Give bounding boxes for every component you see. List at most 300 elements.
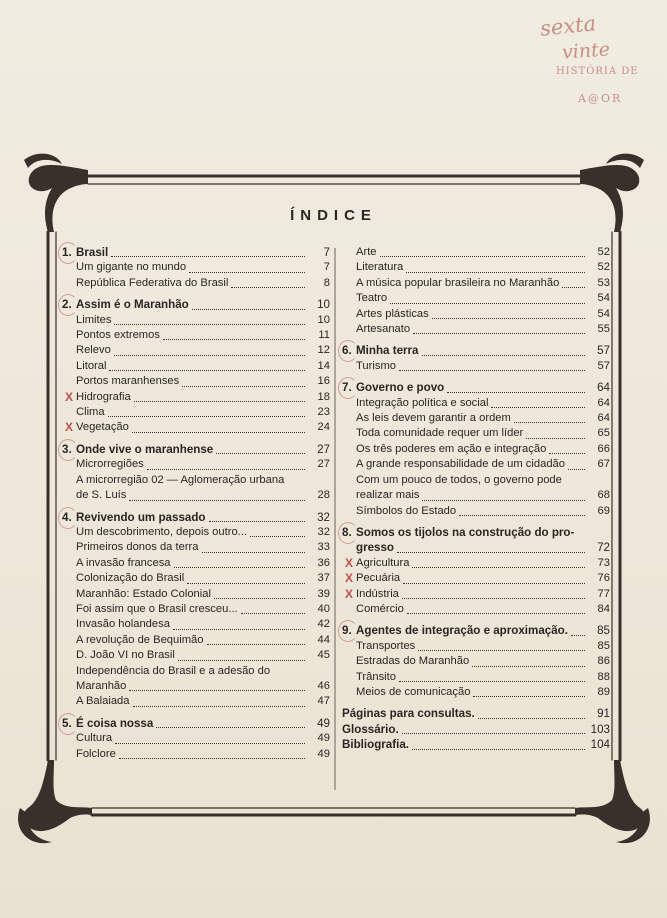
entry-text: Turismo	[356, 359, 396, 372]
entry-label	[342, 685, 470, 700]
entry-text: gresso	[356, 541, 395, 555]
page-number: 64	[597, 412, 610, 425]
entry-text: de S. Luís	[76, 489, 127, 502]
dot-leader	[109, 370, 305, 371]
index-section-entry	[342, 737, 610, 752]
handwritten-note-line-2: vinte	[561, 38, 611, 64]
index-subentry	[342, 670, 610, 685]
dot-leader	[491, 407, 585, 408]
entry-label	[62, 556, 171, 571]
handwritten-note-line-4: A@OR	[578, 92, 623, 105]
entry-text: Foi assim que o Brasil cresceu...	[76, 602, 238, 615]
dot-leader	[399, 681, 585, 682]
entry-text: Invasão holandesa	[76, 618, 170, 631]
entry-label	[62, 540, 199, 555]
index-title: ÍNDICE	[290, 207, 377, 224]
dot-leader	[187, 583, 305, 584]
entry-text: Microrregiões	[76, 458, 144, 471]
entry-text: Meios de comunicação	[356, 685, 471, 698]
dot-leader	[133, 706, 306, 707]
entry-text: Artesanato	[356, 323, 411, 336]
entry-label	[342, 488, 419, 503]
entry-label	[342, 260, 403, 275]
entry-text: Somos os tijolos na construção do pro-	[356, 525, 575, 539]
entry-text: Transportes	[356, 639, 416, 652]
index-subentry	[62, 390, 330, 405]
entry-label	[62, 457, 144, 472]
index-section-entry	[342, 343, 610, 358]
dot-leader	[132, 432, 305, 433]
red-x-mark: X	[345, 571, 354, 586]
entry-text: Integração política e social	[356, 396, 489, 409]
entry-label	[62, 328, 160, 343]
entry-text: A grande responsabilidade de um cidadão	[356, 458, 565, 471]
dot-leader	[407, 613, 585, 614]
entry-text: Agentes de integração e aproximação.	[356, 624, 568, 638]
index-subentry	[342, 359, 610, 374]
entry-label	[62, 525, 247, 540]
dot-leader	[399, 370, 585, 371]
dot-leader	[129, 690, 305, 691]
dot-leader	[549, 453, 585, 454]
entry-label	[62, 602, 238, 617]
section-number: 6.	[342, 344, 352, 358]
index-subentry	[342, 473, 610, 488]
entry-text: Agricultura	[356, 556, 410, 569]
index-right-column	[342, 245, 610, 753]
dot-leader	[119, 758, 305, 759]
index-subentry	[342, 488, 610, 503]
index-subentry	[342, 654, 610, 669]
entry-label	[342, 307, 429, 322]
index-subentry	[62, 648, 330, 663]
entry-text: Comércio	[356, 602, 404, 615]
entry-label	[342, 722, 399, 737]
index-section-entry	[342, 706, 610, 721]
page-number: 72	[597, 541, 610, 555]
entry-label	[342, 654, 469, 669]
entry-label	[62, 405, 105, 420]
page-number: 11	[318, 329, 330, 342]
entry-label	[342, 457, 565, 472]
index-subentry	[62, 374, 330, 389]
section-number: 9.	[342, 624, 352, 638]
page-number: 10	[317, 313, 330, 326]
dot-leader	[147, 469, 305, 470]
index-subentry	[62, 747, 330, 762]
entry-label	[62, 747, 116, 762]
entry-text: A revolução de Bequimão	[76, 633, 204, 646]
dot-leader	[114, 355, 305, 356]
handwritten-note-line-3: HISTÓRIA DE	[556, 66, 639, 77]
page-number: 27	[317, 458, 330, 471]
entry-text: Limites	[76, 313, 112, 326]
entry-label	[342, 602, 404, 617]
entry-label	[62, 442, 213, 457]
page-number: 69	[597, 504, 610, 517]
entry-text: Glossário.	[342, 722, 399, 736]
index-subentry	[62, 587, 330, 602]
page-number: 64	[597, 396, 610, 409]
dot-leader	[402, 733, 585, 734]
page-number: 32	[317, 510, 330, 524]
index-subentry	[342, 457, 610, 472]
page-number: 45	[317, 649, 330, 662]
index-subentry	[342, 685, 610, 700]
dot-leader	[250, 536, 305, 537]
page-number: 77	[597, 587, 610, 600]
page-number: 49	[317, 732, 330, 745]
dot-leader	[189, 272, 305, 273]
index-subentry	[62, 556, 330, 571]
index-subentry	[342, 602, 610, 617]
page-number: 86	[597, 655, 610, 668]
index-subentry	[342, 442, 610, 457]
entry-label	[342, 396, 488, 411]
index-section-entry	[62, 716, 330, 731]
page-number: 88	[597, 670, 610, 683]
section-number: 2.	[62, 298, 72, 312]
index-subentry	[62, 343, 330, 358]
dot-leader	[115, 743, 305, 744]
dot-leader	[413, 333, 585, 334]
page-number: 16	[317, 375, 330, 388]
entry-text: Litoral	[76, 359, 107, 372]
entry-label	[62, 343, 111, 358]
page-number: 14	[317, 359, 330, 372]
entry-label	[342, 706, 475, 721]
entry-label	[342, 623, 568, 638]
page-number: 73	[597, 556, 610, 569]
page-number: 46	[317, 679, 330, 692]
dot-leader	[418, 650, 585, 651]
entry-text: Pecuária	[356, 572, 401, 585]
entry-text: D. João VI no Brasil	[76, 649, 175, 662]
dot-leader	[473, 696, 585, 697]
dot-leader	[412, 567, 585, 568]
dot-leader	[134, 401, 305, 402]
index-section-entry	[62, 297, 330, 312]
entry-text: A música popular brasileira no Maranhão	[356, 276, 560, 289]
index-subentry	[62, 679, 330, 694]
dot-leader	[514, 422, 585, 423]
entry-text: A microrregião 02 — Aglomeração urbana	[76, 473, 285, 486]
index-subentry	[62, 457, 330, 472]
entry-text: realizar mais	[356, 489, 420, 502]
entry-text: Literatura	[356, 261, 404, 274]
page-number: 27	[317, 442, 330, 456]
page-number: 91	[597, 707, 610, 721]
dot-leader	[403, 583, 585, 584]
page-number: 7	[323, 261, 330, 274]
page-number: 49	[317, 747, 330, 760]
dot-leader	[472, 666, 585, 667]
entry-text: Clima	[76, 406, 105, 419]
entry-label	[342, 276, 559, 291]
page-number: 49	[317, 716, 330, 730]
corner-ornament-bottom-left	[18, 760, 92, 843]
page-number: 37	[317, 572, 330, 585]
dot-leader	[178, 660, 305, 661]
dot-leader	[568, 469, 585, 470]
entry-label	[62, 679, 126, 694]
page-number: 44	[317, 633, 330, 646]
page-number: 85	[597, 624, 610, 638]
dot-leader	[562, 287, 585, 288]
entry-text: Teatro	[356, 292, 388, 305]
page-number: 28	[317, 489, 330, 502]
index-subentry	[62, 359, 330, 374]
index-subentry	[342, 639, 610, 654]
entry-text: Com um pouco de todos, o governo pode	[356, 473, 562, 486]
index-subentry	[62, 540, 330, 555]
dot-leader	[380, 256, 585, 257]
dot-leader	[163, 339, 305, 340]
index-subentry	[342, 307, 610, 322]
entry-label	[342, 411, 511, 426]
section-number: 5.	[62, 716, 72, 730]
page-number: 57	[597, 359, 610, 372]
dot-leader	[432, 318, 585, 319]
entry-label	[62, 313, 111, 328]
page-number: 7	[323, 246, 330, 259]
entry-text: Vegetação	[76, 421, 129, 434]
index-subentry	[62, 694, 330, 709]
entry-label	[342, 442, 546, 457]
dot-leader	[174, 567, 305, 568]
corner-ornament-bottom-right	[575, 760, 650, 843]
index-subentry	[62, 276, 330, 291]
entry-text: Símbolos do Estado	[356, 504, 457, 517]
entry-label	[62, 276, 228, 291]
entry-text: República Federativa do Brasil	[76, 276, 229, 289]
page-number: 39	[317, 587, 330, 600]
entry-text: Relevo	[76, 344, 111, 357]
dot-leader	[478, 718, 585, 719]
entry-label	[342, 291, 387, 306]
page-number: 24	[317, 421, 330, 434]
dot-leader	[111, 256, 305, 257]
entry-text: Minha terra	[356, 344, 419, 358]
entry-label	[342, 737, 409, 752]
dot-leader	[571, 635, 585, 636]
index-subentry	[342, 276, 610, 291]
index-subentry	[62, 731, 330, 746]
index-subentry	[342, 426, 610, 441]
index-subentry	[342, 291, 610, 306]
index-subentry	[62, 260, 330, 275]
page-number: 64	[597, 381, 610, 395]
dot-leader	[231, 287, 305, 288]
entry-label	[62, 374, 179, 389]
entry-label	[342, 540, 394, 555]
entry-text: Indústria	[356, 587, 399, 600]
entry-label	[62, 587, 211, 602]
page-number: 67	[597, 458, 610, 471]
page-number: 103	[590, 722, 610, 736]
entry-text: Revivendo um passado	[76, 510, 206, 524]
index-subentry	[62, 473, 330, 488]
index-subentry	[62, 664, 330, 679]
page-number: 55	[597, 323, 610, 336]
entry-label	[342, 245, 377, 260]
entry-text: Cultura	[76, 732, 113, 745]
entry-text: Brasil	[76, 246, 109, 259]
entry-text: Hidrografia	[76, 390, 131, 403]
index-subentry	[62, 633, 330, 648]
entry-label	[342, 359, 396, 374]
index-subentry	[62, 602, 330, 617]
dot-leader	[422, 355, 586, 356]
entry-label	[342, 525, 574, 540]
red-x-mark: X	[345, 555, 354, 570]
section-number: 4.	[62, 510, 72, 524]
index-section-entry	[342, 525, 610, 540]
page-number: 53	[597, 276, 610, 289]
red-x-mark: X	[65, 389, 74, 404]
dot-leader	[422, 500, 585, 501]
entry-text: Pontos extremos	[76, 329, 160, 342]
dot-leader	[173, 629, 305, 630]
entry-text: Um gigante no mundo	[76, 261, 187, 274]
index-subentry	[62, 328, 330, 343]
dot-leader	[412, 749, 585, 750]
entry-label	[62, 694, 130, 709]
entry-text: Portos maranhenses	[76, 375, 180, 388]
entry-label	[62, 359, 106, 374]
section-number: 8.	[342, 525, 352, 539]
entry-label	[62, 731, 112, 746]
dot-leader	[108, 416, 305, 417]
index-subentry	[62, 405, 330, 420]
entry-text: Artes plásticas	[356, 307, 429, 320]
entry-text: Folclore	[76, 747, 116, 760]
index-section-entry	[342, 380, 610, 395]
dot-leader	[156, 727, 305, 728]
index-subentry	[62, 617, 330, 632]
entry-text: Os três poderes em ação e integração	[356, 442, 547, 455]
entry-text: Assim é o Maranhão	[76, 298, 189, 312]
entry-label	[342, 426, 523, 441]
entry-text: Toda comunidade requer um líder	[356, 427, 524, 440]
entry-text: Governo e povo	[356, 381, 445, 395]
page-number: 52	[597, 261, 610, 274]
page-number: 12	[317, 344, 330, 357]
entry-text: Maranhão: Estado Colonial	[76, 587, 211, 600]
dot-leader	[207, 644, 306, 645]
dot-leader	[214, 598, 305, 599]
index-subentry	[342, 260, 610, 275]
dot-leader	[241, 613, 305, 614]
entry-text: A invasão francesa	[76, 556, 171, 569]
index-left-column	[62, 245, 330, 762]
index-section-entry	[62, 245, 330, 260]
index-subentry	[62, 488, 330, 503]
entry-label	[62, 488, 126, 503]
dot-leader	[397, 552, 585, 553]
dot-leader	[182, 386, 305, 387]
entry-label	[62, 633, 204, 648]
entry-text: Estradas do Maranhão	[356, 655, 470, 668]
index-subentry	[342, 504, 610, 519]
entry-text: Primeiros donos da terra	[76, 541, 199, 554]
index-subentry	[62, 313, 330, 328]
index-section-entry	[62, 442, 330, 457]
page-number: 47	[317, 695, 330, 708]
page-number: 57	[597, 344, 610, 358]
entry-text: Onde vive o maranhense	[76, 442, 214, 456]
entry-text: Trânsito	[356, 670, 396, 683]
page-number: 65	[597, 427, 610, 440]
entry-label	[62, 648, 175, 663]
section-number: 1.	[62, 246, 72, 259]
index-subentry	[62, 571, 330, 586]
dot-leader	[216, 453, 305, 454]
page-number: 54	[597, 307, 610, 320]
entry-text: Bibliografia.	[342, 738, 409, 752]
entry-label	[62, 571, 184, 586]
page-number: 23	[317, 406, 330, 419]
entry-label	[62, 260, 186, 275]
dot-leader	[459, 515, 585, 516]
page-number: 33	[317, 541, 330, 554]
handwritten-note-line-1: sexta	[538, 11, 598, 41]
section-number: 3.	[62, 442, 72, 456]
entry-text: As leis devem garantir a ordem	[356, 412, 511, 425]
index-subentry	[62, 420, 330, 435]
page-number: 18	[317, 390, 330, 403]
page-number: 10	[317, 298, 330, 312]
page-number: 54	[597, 292, 610, 305]
dot-leader	[192, 309, 305, 310]
entry-text: É coisa nossa	[76, 716, 154, 730]
index-section-entry	[342, 722, 610, 737]
page-number: 68	[597, 489, 610, 502]
index-subentry	[342, 587, 610, 602]
index-section-entry	[62, 510, 330, 525]
entry-label	[342, 670, 396, 685]
dot-leader	[526, 438, 585, 439]
page-number: 42	[317, 618, 330, 631]
index-subentry	[342, 245, 610, 260]
entry-text: Arte	[356, 246, 377, 258]
entry-label	[342, 322, 410, 337]
entry-label	[62, 473, 284, 488]
index-section-entry	[342, 623, 610, 638]
dot-leader	[114, 324, 305, 325]
dot-leader	[129, 500, 305, 501]
page-number: 36	[317, 556, 330, 569]
dot-leader	[406, 272, 585, 273]
entry-label	[62, 297, 189, 312]
page-number: 8	[323, 276, 330, 289]
red-x-mark: X	[65, 420, 74, 435]
page-number: 85	[597, 639, 610, 652]
red-x-mark: X	[345, 586, 354, 601]
page-number: 104	[590, 738, 610, 752]
index-subentry	[342, 322, 610, 337]
dot-leader	[202, 552, 306, 553]
dot-leader	[402, 598, 585, 599]
index-section-entry	[342, 540, 610, 555]
entry-label	[62, 617, 170, 632]
page-number: 66	[597, 442, 610, 455]
entry-text: Independência do Brasil e a adesão do	[76, 664, 271, 677]
page-number: 89	[597, 685, 610, 698]
entry-text: Páginas para consultas.	[342, 707, 475, 721]
page-number: 76	[597, 572, 610, 585]
entry-text: A Balaiada	[76, 695, 130, 708]
